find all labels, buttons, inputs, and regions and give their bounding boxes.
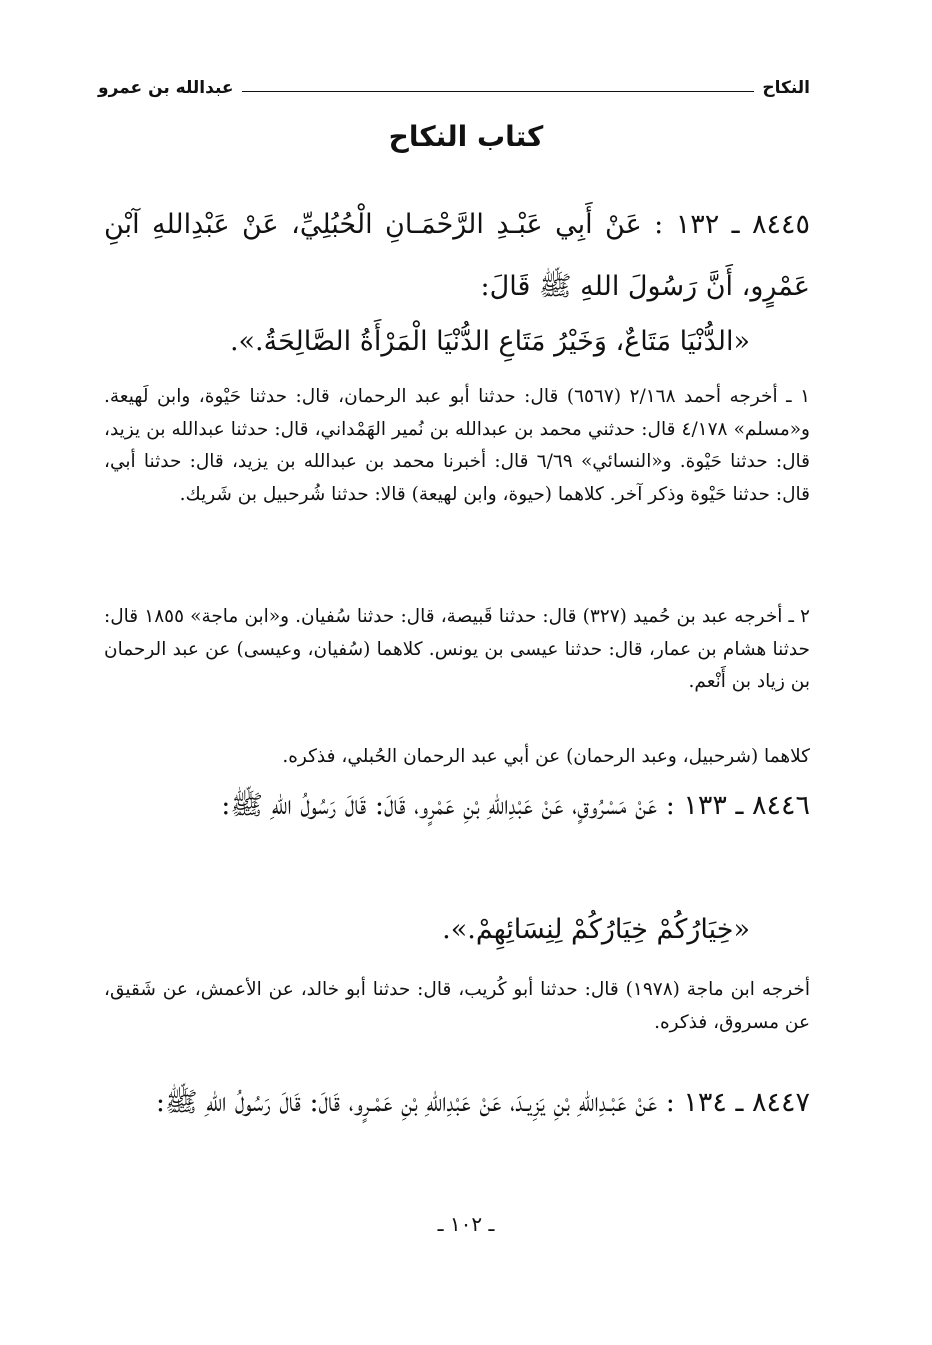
hadith-8446-note: أخرجه ابن ماجة (١٩٧٨) قال: حدثنا أبو كُريب، قال: حدثنا أبو خالد، عن الأعمش، عن شَقيق، عن مسروق، فذكره.: [104, 979, 810, 1033]
page-number: ـ ١٠٢ ـ: [437, 1212, 495, 1236]
header-rule: [242, 91, 755, 92]
hadith-8445-note-2: ٢ ـ أخرجه عبد بن حُميد (٣٢٧) قال: حدثنا قَبيصة، قال: حدثنا سُفيان. و«ابن ماجة» ١٨٥٥ قال: حدثنا هشام بن عمار، قال: حدثنا عيسى بن يونس. كلاهما (سُفيان، وعيسى) عن عبد الرحمان بن زياد بن أَنْعم.: [104, 606, 810, 692]
running-header: [98, 78, 810, 98]
hadith-8446-isnad: ٨٤٤٦ ـ ١٣٣ : عَنْ مَسْرُوقٍ، عَنْ عَبْدِاللهِ بْنِ عَمْرٍو، قَالَ: قَالَ رَسُولُ اللهِ ﷺ:: [221, 790, 810, 821]
hadith-8445-note-3: كلاهما (شرحبيل، وعبد الرحمان) عن أبي عبد الرحمان الحُبلي، فذكره.: [282, 746, 810, 767]
hadith-8445-matn: «الدُّنْيَا مَتَاعٌ، وَخَيْرُ مَتَاعِ الدُّنْيَا الْمَرْأَةُ الصَّالِحَةُ.».: [229, 326, 750, 357]
hadith-8445-note-1: ١ ـ أخرجه أحمد ٢/١٦٨ (٦٥٦٧) قال: حدثنا أبو عبد الرحمان، قال: حدثنا حَيْوة، وابن لَهيعة. و«مسلم» ٤/١٧٨ قال: حدثني محمد بن عبدالله بن نُمير الهَمْداني، قال: حدثنا عبدالله بن يزيد، قال: حدثنا حَيْوة. و«النسائي» ٦/٦٩ قال: أخبرنا محمد بن عبدالله بن يزيد، قال: حدثنا أبي، قال: حدثنا حَيْوة وذكر آخر. كلاهما (حيوة، وابن لهيعة) قالا: حدثنا شُرحبيل بن شَريك.: [104, 386, 810, 505]
hadith-8446-matn: «خِيَارُكُمْ خِيَارُكُمْ لِنِسَائِهِمْ.».: [442, 914, 750, 945]
hadith-8445-isnad: ٨٤٤٥ ـ ١٣٢ : عَنْ أَبِي عَبْـدِ الرَّحْمَـانِ الْحُبُلِيِّ، عَنْ عَبْدِاللهِ آبْنِ عَمْرٍو، أَنَّ رَسُولَ اللهِ ﷺ قَالَ:: [104, 209, 810, 302]
header-chapter: النكاح: [762, 78, 810, 98]
header-companion: عبدالله بن عمرو: [98, 78, 234, 98]
chapter-title: كتاب النكاح: [388, 120, 544, 153]
hadith-8447-isnad: ٨٤٤٧ ـ ١٣٤ : عَنْ عَبْـدِاللهِ بْنِ يَزِيـدَ، عَنْ عَبْدِاللهِ بْنِ عَمْـرٍو، قَالَ: قَالَ رَسُولُ اللهِ ﷺ:: [155, 1087, 810, 1118]
